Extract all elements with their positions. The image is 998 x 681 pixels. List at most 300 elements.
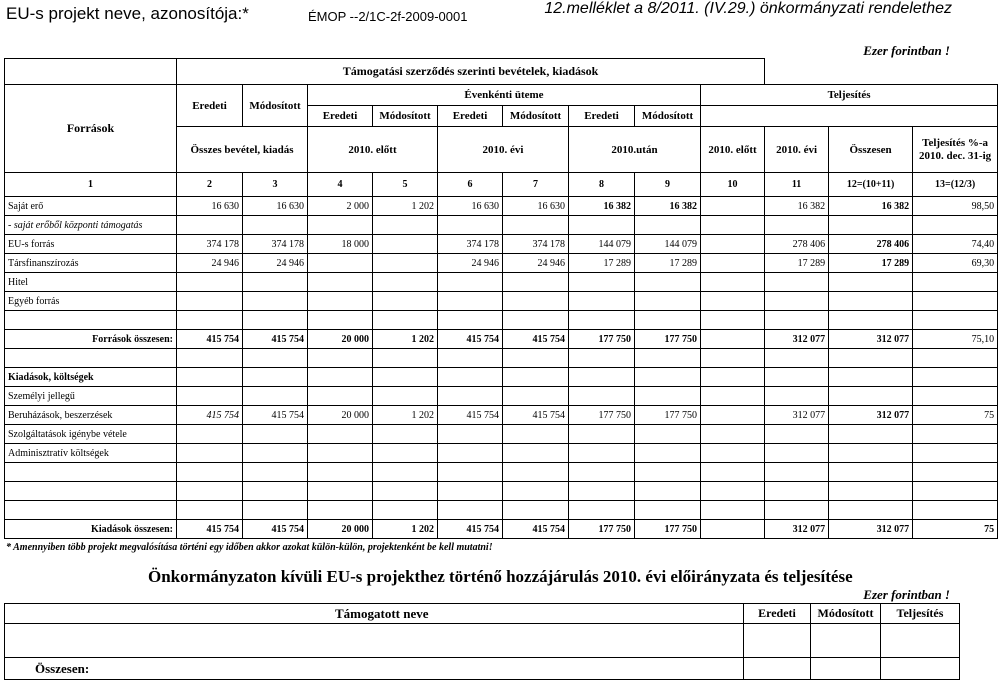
table-cell: 16 630 [177, 197, 243, 216]
header-blank [5, 59, 177, 85]
table-cell [701, 387, 765, 406]
table-cell [438, 482, 503, 501]
table-cell [308, 482, 373, 501]
row-label [5, 311, 177, 330]
table-cell [635, 463, 701, 482]
table-cell [308, 425, 373, 444]
table-cell [829, 387, 913, 406]
table-cell: 415 754 [503, 406, 569, 425]
table-cell [438, 463, 503, 482]
sources-header: Források [5, 85, 177, 173]
table-cell [913, 387, 998, 406]
table-cell [765, 463, 829, 482]
table-cell: 24 946 [438, 254, 503, 273]
table-cell [503, 425, 569, 444]
table-cell: 17 289 [765, 254, 829, 273]
table-cell [701, 349, 765, 368]
row-label: Szolgáltatások igénybe vétele [5, 425, 177, 444]
table-cell [635, 444, 701, 463]
table-cell [635, 482, 701, 501]
table-cell: 75,10 [913, 330, 998, 349]
table-cell [701, 444, 765, 463]
table-cell [308, 501, 373, 520]
project-title: EU-s projekt neve, azonosítója:* [6, 4, 249, 23]
row-label: Egyéb forrás [5, 292, 177, 311]
table-cell: 75 [913, 520, 998, 539]
table-cell: 24 946 [177, 254, 243, 273]
table-cell [438, 387, 503, 406]
table-row [5, 368, 998, 387]
table-cell: 177 750 [635, 406, 701, 425]
table-cell: 415 754 [503, 520, 569, 539]
table-cell [438, 311, 503, 330]
table-cell [913, 482, 998, 501]
row-label [5, 482, 177, 501]
table-cell [177, 349, 243, 368]
fulfillment-header: Teljesítés [701, 85, 998, 106]
header-blank-right [765, 59, 998, 85]
table-cell [243, 349, 308, 368]
table-cell [829, 311, 913, 330]
table-cell: 1 202 [373, 197, 438, 216]
table-cell [829, 444, 913, 463]
table-row [5, 463, 998, 482]
table-cell: 374 178 [438, 235, 503, 254]
row-label: Hitel [5, 273, 177, 292]
table-cell: 20 000 [308, 406, 373, 425]
row-label [5, 501, 177, 520]
table-cell [308, 292, 373, 311]
column-number: 4 [308, 173, 373, 197]
table-cell [243, 482, 308, 501]
table-cell: 17 289 [635, 254, 701, 273]
table-cell [569, 463, 635, 482]
period-2010: 2010. évi [438, 127, 569, 173]
table-cell: 415 754 [177, 520, 243, 539]
table-row [5, 406, 998, 425]
table-cell [701, 254, 765, 273]
table-cell [765, 311, 829, 330]
table-cell: 415 754 [177, 406, 243, 425]
table-cell: 415 754 [243, 520, 308, 539]
table-cell [701, 406, 765, 425]
table-cell: 16 630 [438, 197, 503, 216]
table-cell: 74,40 [913, 235, 998, 254]
row-label: Források összesen: [5, 330, 177, 349]
table-cell [701, 311, 765, 330]
table-row [5, 216, 998, 235]
table-cell: 374 178 [243, 235, 308, 254]
table-cell [438, 425, 503, 444]
table-cell [308, 463, 373, 482]
table-cell [701, 197, 765, 216]
table-cell: 415 754 [438, 520, 503, 539]
table-cell: 69,30 [913, 254, 998, 273]
table-row [5, 444, 998, 463]
table-cell [308, 444, 373, 463]
table-cell [503, 349, 569, 368]
column-number: 3 [243, 173, 308, 197]
table-cell: 312 077 [829, 520, 913, 539]
table-cell [438, 349, 503, 368]
sub-original-2: Eredeti [438, 106, 503, 127]
row-label: Kiadások, költségek [5, 368, 177, 387]
table-cell [503, 482, 569, 501]
column-number: 12=(10+11) [829, 173, 913, 197]
table-cell: 312 077 [765, 520, 829, 539]
table-cell [765, 216, 829, 235]
column-number: 7 [503, 173, 569, 197]
table-cell [503, 444, 569, 463]
table-row [5, 387, 998, 406]
table-cell: 16 382 [765, 197, 829, 216]
table-cell [503, 387, 569, 406]
table-cell [177, 482, 243, 501]
table-cell [701, 368, 765, 387]
column-number: 10 [701, 173, 765, 197]
section2-title: Önkormányzaton kívüli EU-s projekthez történő hozzájárulás 2010. évi előirányzata és teljesítése [148, 567, 853, 586]
table-cell [243, 501, 308, 520]
table-cell [829, 292, 913, 311]
table-row [5, 425, 998, 444]
table-cell: 98,50 [913, 197, 998, 216]
table-cell [373, 292, 438, 311]
section2-modified-header: Módosított [811, 604, 881, 624]
table-cell: 415 754 [438, 406, 503, 425]
table-cell [308, 254, 373, 273]
table-cell [373, 482, 438, 501]
table-cell: 1 202 [373, 520, 438, 539]
annual-schedule-header: Évenkénti üteme [308, 85, 701, 106]
main-table [4, 58, 998, 539]
table-cell: 177 750 [635, 330, 701, 349]
table-cell [373, 501, 438, 520]
fulfillment-sub-blank [701, 106, 998, 127]
table-cell [373, 425, 438, 444]
column-number: 6 [438, 173, 503, 197]
table-cell [177, 387, 243, 406]
table-cell [373, 273, 438, 292]
currency-note: Ezer forintban ! [863, 43, 950, 58]
table-cell [569, 311, 635, 330]
table-cell [177, 425, 243, 444]
table-row [5, 273, 998, 292]
table-cell [829, 482, 913, 501]
table-cell [373, 349, 438, 368]
sub-modified-1: Módosított [373, 106, 438, 127]
table-cell: 312 077 [829, 406, 913, 425]
table-cell [765, 425, 829, 444]
table-cell [569, 216, 635, 235]
table-cell [765, 273, 829, 292]
table-cell [701, 273, 765, 292]
table-row [5, 292, 998, 311]
section2-total-label: Összesen: [35, 660, 90, 676]
table-cell [765, 444, 829, 463]
column-number: 8 [569, 173, 635, 197]
table-cell: 374 178 [177, 235, 243, 254]
section2-empty-row [5, 624, 744, 658]
table-cell [438, 273, 503, 292]
fulfillment-percent-header: Teljesítés %-a 2010. dec. 31-ig [913, 127, 998, 173]
table-cell [829, 273, 913, 292]
supported-name-header: Támogatott neve [5, 604, 744, 624]
table-cell [177, 444, 243, 463]
column-number-row [5, 173, 998, 197]
table-cell [913, 368, 998, 387]
table-cell: 18 000 [308, 235, 373, 254]
table-cell [308, 387, 373, 406]
table-cell [243, 216, 308, 235]
table-cell [765, 501, 829, 520]
table-cell [438, 368, 503, 387]
table-cell [829, 368, 913, 387]
table-cell [569, 482, 635, 501]
table-cell: 1 202 [373, 406, 438, 425]
table-cell: 312 077 [765, 406, 829, 425]
column-number: 2 [177, 173, 243, 197]
table-cell [503, 216, 569, 235]
table-cell: 2 000 [308, 197, 373, 216]
modified-header: Módosított [243, 85, 308, 127]
table-row [5, 197, 998, 216]
row-label [5, 349, 177, 368]
table-cell: 312 077 [829, 330, 913, 349]
fulfillment-2010: 2010. évi [765, 127, 829, 173]
row-label: Adminisztratív költségek [5, 444, 177, 463]
sub-original-1: Eredeti [308, 106, 373, 127]
row-label: Társfinanszírozás [5, 254, 177, 273]
table-cell: 20 000 [308, 520, 373, 539]
table-cell [243, 273, 308, 292]
table-cell [177, 463, 243, 482]
table-cell [177, 273, 243, 292]
table-cell [243, 311, 308, 330]
period-after-2010: 2010.után [569, 127, 701, 173]
row-label: Személyi jellegű [5, 387, 177, 406]
table-cell: 16 630 [503, 197, 569, 216]
table-cell: 17 289 [829, 254, 913, 273]
column-number: 11 [765, 173, 829, 197]
table-cell [635, 216, 701, 235]
table-cell: 16 382 [569, 197, 635, 216]
table-cell: 17 289 [569, 254, 635, 273]
table-cell [243, 444, 308, 463]
table-cell: 144 079 [569, 235, 635, 254]
row-label: Kiadások összesen: [5, 520, 177, 539]
table-cell [701, 216, 765, 235]
table-cell [438, 216, 503, 235]
table-cell [701, 463, 765, 482]
row-label [5, 463, 177, 482]
table-cell [635, 292, 701, 311]
section2-total-row [5, 658, 744, 680]
table-row [5, 330, 998, 349]
table-cell [177, 368, 243, 387]
table-cell [243, 368, 308, 387]
row-label: Beruházások, beszerzések [5, 406, 177, 425]
row-label: - saját erőből központi támogatás [5, 216, 177, 235]
column-number: 5 [373, 173, 438, 197]
table-cell [701, 501, 765, 520]
table-cell [913, 349, 998, 368]
table-cell [569, 273, 635, 292]
section2-fulfillment-header: Teljesítés [881, 604, 960, 624]
table-cell [701, 235, 765, 254]
table-cell [829, 463, 913, 482]
table-cell: 278 406 [765, 235, 829, 254]
total-income-header: Összes bevétel, kiadás [177, 127, 308, 173]
table-row [5, 254, 998, 273]
table-cell [177, 501, 243, 520]
table-cell: 24 946 [243, 254, 308, 273]
column-number: 9 [635, 173, 701, 197]
table-cell [829, 501, 913, 520]
fulfillment-before-2010: 2010. előtt [701, 127, 765, 173]
column-number: 1 [5, 173, 177, 197]
section2-currency-note: Ezer forintban ! [863, 587, 950, 602]
table-cell [373, 463, 438, 482]
table-cell: 177 750 [635, 520, 701, 539]
table-cell [829, 216, 913, 235]
table-cell [701, 520, 765, 539]
table-cell [373, 444, 438, 463]
table-cell [765, 292, 829, 311]
table-cell [503, 311, 569, 330]
table-row [5, 501, 998, 520]
row-label: Saját erő [5, 197, 177, 216]
table-cell [913, 292, 998, 311]
table-cell: 415 754 [177, 330, 243, 349]
original-header: Eredeti [177, 85, 243, 127]
table-cell: 177 750 [569, 330, 635, 349]
annex-reference: 12.melléklet a 8/2011. (IV.29.) önkormányzati rendelethez [544, 0, 952, 17]
table-cell: 16 382 [635, 197, 701, 216]
table-cell: 1 202 [373, 330, 438, 349]
table-cell [765, 368, 829, 387]
table-cell [635, 273, 701, 292]
table-cell [503, 292, 569, 311]
table-cell [177, 311, 243, 330]
table-cell [308, 273, 373, 292]
table-cell [438, 292, 503, 311]
table-cell [569, 444, 635, 463]
table-cell: 20 000 [308, 330, 373, 349]
table-cell [373, 368, 438, 387]
sub-original-3: Eredeti [569, 106, 635, 127]
table-cell [308, 311, 373, 330]
table-cell [913, 311, 998, 330]
table-cell [243, 463, 308, 482]
table-cell [829, 349, 913, 368]
table-cell [635, 349, 701, 368]
table-cell: 415 754 [243, 330, 308, 349]
table-cell [913, 273, 998, 292]
table-cell [569, 349, 635, 368]
table-cell [243, 425, 308, 444]
table-cell [913, 444, 998, 463]
table-cell: 278 406 [829, 235, 913, 254]
table-cell [373, 387, 438, 406]
table-cell: 75 [913, 406, 998, 425]
table-cell [373, 254, 438, 273]
table-cell: 16 630 [243, 197, 308, 216]
table-cell [635, 311, 701, 330]
section2-original-header: Eredeti [744, 604, 811, 624]
table-cell [569, 425, 635, 444]
table-cell: 24 946 [503, 254, 569, 273]
table-cell [438, 444, 503, 463]
table-row [5, 235, 998, 254]
table-cell [635, 368, 701, 387]
table-cell [569, 368, 635, 387]
table-cell: 415 754 [503, 330, 569, 349]
table-cell [701, 425, 765, 444]
table-cell [569, 292, 635, 311]
table-cell [829, 425, 913, 444]
sub-modified-3: Módosított [635, 106, 701, 127]
table-cell: 16 382 [829, 197, 913, 216]
table-cell [503, 501, 569, 520]
table-cell [913, 501, 998, 520]
table-cell [701, 482, 765, 501]
project-code: ÉMOP --2/1C-2f-2009-0001 [308, 9, 468, 24]
table-cell [913, 216, 998, 235]
table-cell [177, 292, 243, 311]
table-cell: 415 754 [438, 330, 503, 349]
table-cell [243, 292, 308, 311]
table-cell [635, 425, 701, 444]
table-row [5, 349, 998, 368]
row-label: EU-s forrás [5, 235, 177, 254]
table-cell [913, 463, 998, 482]
period-before-2010: 2010. előtt [308, 127, 438, 173]
footnote: * Amennyiben több projekt megvalósítása történi egy időben akkor azokat külön-külön, projektenként be kell mutatni! [6, 542, 493, 553]
table-cell [373, 216, 438, 235]
table-cell [177, 216, 243, 235]
table-cell: 374 178 [503, 235, 569, 254]
table-row [5, 520, 998, 539]
contribution-table [4, 603, 960, 680]
table-cell: 415 754 [243, 406, 308, 425]
table-cell: 144 079 [635, 235, 701, 254]
table-cell [765, 349, 829, 368]
table-cell [373, 235, 438, 254]
table-cell [308, 216, 373, 235]
table-row [5, 482, 998, 501]
column-number: 13=(12/3) [913, 173, 998, 197]
table-cell [765, 482, 829, 501]
table-cell [635, 501, 701, 520]
table-cell [308, 349, 373, 368]
table-row [5, 311, 998, 330]
sub-modified-2: Módosított [503, 106, 569, 127]
table-cell [373, 311, 438, 330]
fulfillment-total: Összesen [829, 127, 913, 173]
table-cell [503, 368, 569, 387]
table-cell [243, 387, 308, 406]
table-cell [569, 387, 635, 406]
table-cell [503, 273, 569, 292]
table-cell [701, 292, 765, 311]
table-cell [765, 387, 829, 406]
table-cell [913, 425, 998, 444]
table-cell [503, 463, 569, 482]
table-cell [635, 387, 701, 406]
table-cell [308, 368, 373, 387]
table-cell: 177 750 [569, 520, 635, 539]
table-cell [701, 330, 765, 349]
